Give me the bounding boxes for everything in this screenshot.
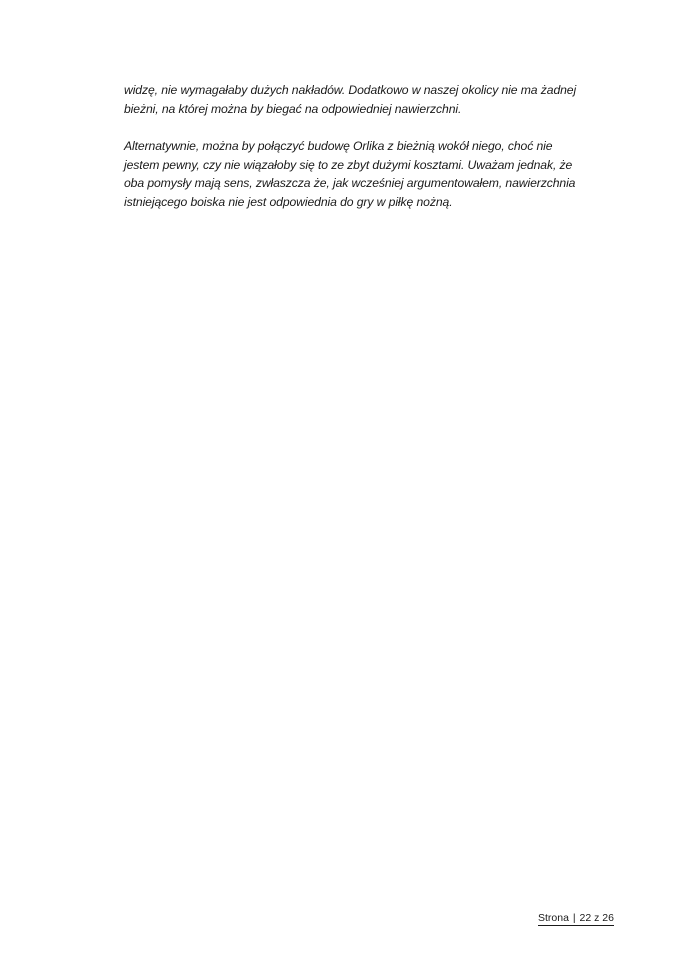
- paragraph-1: [124, 81, 616, 118]
- paragraph-2: [124, 137, 616, 211]
- footer-label: Strona: [538, 912, 569, 924]
- paragraph-line: jestem pewny, czy nie wiązałoby się to ze zbyt dużymi kosztami. Uważam jednak, że: [124, 157, 573, 172]
- paragraph-line: widzę, nie wymagałaby dużych nakładów. Dodatkowo w naszej okolicy nie ma żadnej: [124, 83, 577, 97]
- footer-of-word: z: [594, 912, 600, 924]
- paragraph-line: bieżni, na której można by biegać na odpowiedniej nawierzchni.: [124, 101, 462, 116]
- footer-separator: |: [572, 912, 576, 924]
- paragraph-line: Alternatywnie, można by połączyć budowę Orlika z bieżnią wokół niego, choć nie: [124, 139, 553, 153]
- footer-total-pages: 26: [602, 912, 614, 924]
- page-footer: [538, 911, 614, 926]
- footer-page-number: 22: [579, 912, 592, 924]
- page-body: [124, 81, 616, 211]
- paragraph-line: istniejącego boiska nie jest odpowiednia do gry w piłkę nożną.: [124, 194, 453, 209]
- paragraph-line: oba pomysły mają sens, zwłaszcza że, jak wcześniej argumentowałem, nawierzchnia: [124, 176, 576, 190]
